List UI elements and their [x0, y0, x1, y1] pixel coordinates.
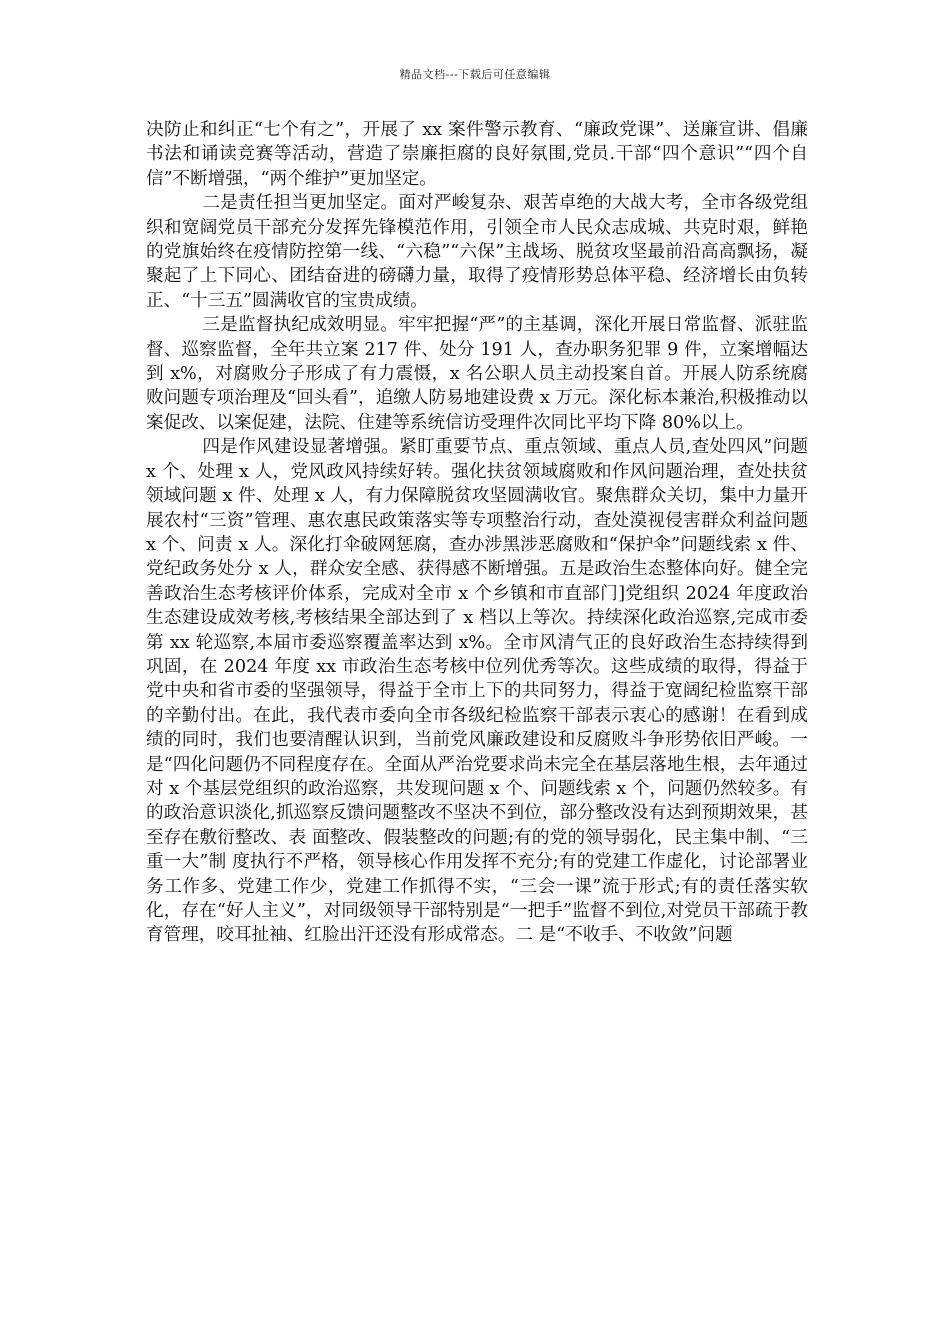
document-body — [146, 118, 808, 948]
paragraph-4: 四是作风建设显著增强。紧盯重要节点、重点领域、重点人员,查处四风”问题 x 个、处理 x 人，党风政风持续好转。强化扶贫领域腐败和作风问题治理，查处扶贫领域问题 x 件、处理 x 人，有力保障脱贫攻坚圆满收官。聚焦群众关切，集中力量开展农村“三资”管理、惠农惠民政策落实等专项整治行动，查处漠视侵害群众利益问题 x 个、问责 x 人。深化打伞破网惩腐，查办涉黑涉恶腐败和“保护伞”问题线索 x 件、党纪政务处分 x 人，群众安全感、获得感不断增强。五是政治生态整体向好。健全完善政治生态考核评价体系，完成对全市 x 个乡镇和市直部门]党组织 2024 年度政治生态建设成效考核,考核结果全部达到了 x 档以上等次。持续深化政治巡察,完成市委第 xx 轮巡察,本届市委巡察覆盖率达到 x%。全市风清气正的良好政治生态持续得到巩固，在 2024 年度 xx 市政治生态考核中位列优秀等次。这些成绩的取得，得益于党中央和省市委的坚强领导，得益于全市上下的共同努力，得益于宽阔纪检监察干部的辛勤付出。在此，我代表市委向全市各级纪检监察干部表示衷心的感谢！在看到成绩的同时，我们也要清醒认识到，当前党风廉政建设和反腐败斗争形势依旧严峻。一是“四化问题仍不同程度存在。全面从严治党要求尚未完全在基层落地生根，去年通过对 x 个基层党组织的政治巡察，共发现问题 x 个、问题线索 x 个，问题仍然较多。有的政治意识淡化,抓巡察反馈问题整改不坚决不到位，部分整改没有达到预期效果，甚至存在敷衍整改、表 面整改、假装整改的问题;有的党的领导弱化，民主集中制、“三重一大”制 度执行不严格，领导核心作用发挥不充分;有的党建工作虚化，讨论部署业务工作多、党建工作少，党建工作抓得不实，“三会一课”流于形式;有的责任落实软化，存在“好人主义”，对同级领导干部特别是“一把手”监督不到位,对党员干部疏于教育管理，咬耳扯袖、红脸出汗还没有形成常态。二 是“不收手、不收敛”问题 — [146, 437, 808, 946]
paragraph-3: 三是监督执纪成效明显。牢牢把握“严”的主基调，深化开展日常监督、派驻监督、巡察监督，全年共立案 217 件、处分 191 人，查办职务犯罪 9 件，立案增幅达到 x%，对腐败分子形成了有力震慑，x 名公职人员主动投案自首。开展人防系统腐败问题专项治理及“回头看”，追缴人防易地建设费 x 万元。深化标本兼治,积极推动以案促改、以案促建，法院、住建等系统信访受理件次同比平均下降 80%以上。 — [146, 315, 808, 433]
paragraph-2: 二是责任担当更加坚定。面对严峻复杂、艰苦卓绝的大战大考，全市各级党组织和宽阔党员干部充分发挥先锋模范作用，引领全市人民众志成城、共克时艰，鲜艳的党旗始终在疫情防控第一线、“六稳”“六保”主战场、脱贫攻坚最前沿高高飘扬，凝聚起了上下同心、团结奋进的磅礴力量，取得了疫情形势总体平稳、经济增长由负转正、“十三五”圆满收官的宝贵成绩。 — [146, 193, 808, 311]
paragraph-1: 决防止和纠正“七个有之”，开展了 xx 案件警示教育、“廉政党课”、送廉宣讲、倡廉书法和诵读竞赛等活动，营造了崇廉拒腐的良好氛围,党员.干部“四个意识”“四个自信”不断增强，“两个维护”更加坚定。 — [146, 120, 808, 189]
page-header: 精品文档---下载后可任意编辑 — [399, 68, 551, 81]
